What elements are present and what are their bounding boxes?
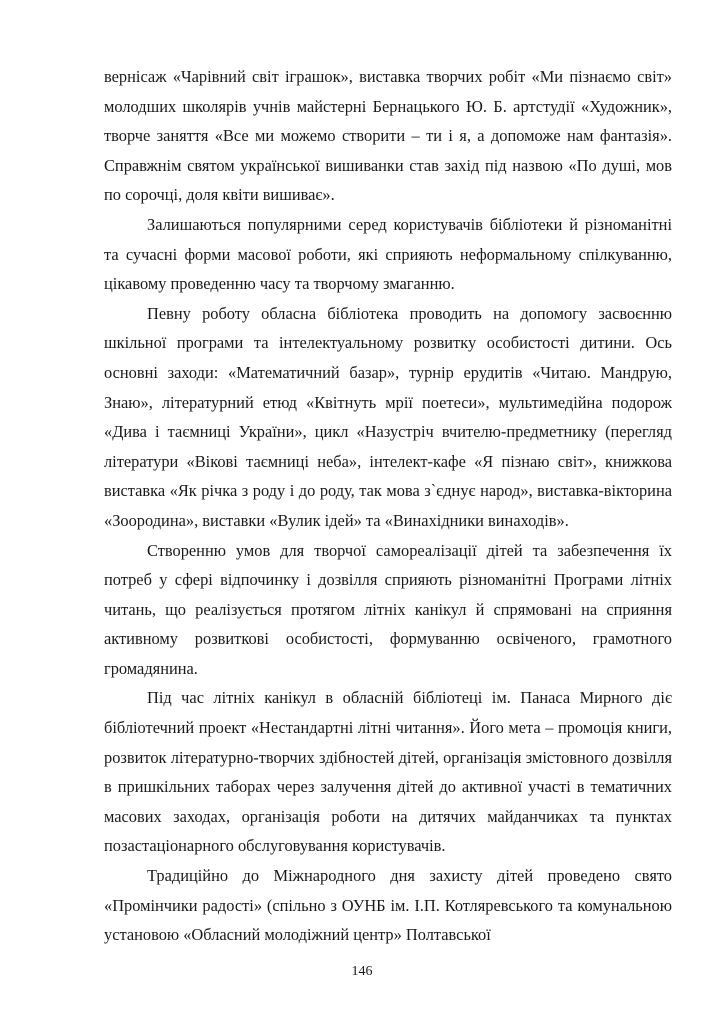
paragraph-4: Створенню умов для творчої самореалізації дітей та забезпечення їх потреб у сфері відпочинку і дозвілля сприяють різноманітні Програми літніх читань, що реалізується протягом літніх канікул й спрямовані на сприяння активному розвиткові особистості, формуванню освіченого, грамотного громадянина. (104, 540, 672, 678)
paragraph-5: Під час літніх канікул в обласній бібліотеці ім. Панаса Мирного діє бібліотечний проект «Нестандартні літні читання». Його мета – промоція книги, розвиток літературно-творчих здібностей дітей, організація змістовного дозвілля в пришкільних таборах через залучення дітей до активної участі в тематичних масових заходах, організація роботи на дитячих майданчиках та пунктах позастаціонарного обслуговування користувачів. (104, 688, 672, 856)
paragraph-6: Традиційно до Міжнародного дня захисту дітей проведено свято «Промінчики радості» (спільно з ОУНБ ім. І.П. Котляревського та комунальною установою «Обласний молодіжний центр» Полтавської (104, 866, 672, 945)
paragraph-1: вернісаж «Чарівний світ іграшок», виставка творчих робіт «Ми пізнаємо світ» молодших школярів учнів майстерні Бернацького Ю. Б. артстудії «Художник», творче заняття «Все ми можемо створити – ти і я, а допоможе нам фантазія». Справжнім святом української вишиванки став захід під назвою «По душі, мов по сорочці, доля квіти вишиває». (104, 67, 672, 205)
paragraph-2: Залишаються популярними серед користувачів бібліотеки й різноманітні та сучасні форми масової роботи, які сприяють неформальному спілкуванню, цікавому проведенню часу та творчому змаганню. (104, 214, 672, 294)
document-page (104, 62, 672, 950)
paragraph-3: Певну роботу обласна бібліотека проводить на допомогу засвоєнню шкільної програми та інтелектуальному розвитку особистості дитини. Ось основні заходи: «Математичний базар», турнір ерудитів «Читаю. Мандрую, Знаю», літературний етюд «Квітнуть мрії поетеси», мультимедійна подорож «Дива і таємниці України», цикл «Назустріч вчителю-предметнику (перегляд літератури «Вікові таємниці неба», інтелект-кафе «Я пізнаю світ», книжкова виставка «Як річка з роду і до роду, так мова з`єднує народ», виставка-вікторина «Зоородина», виставки «Вулик ідей» та «Винахідники винаходів». (104, 303, 672, 530)
page-number: 146 (351, 964, 373, 979)
